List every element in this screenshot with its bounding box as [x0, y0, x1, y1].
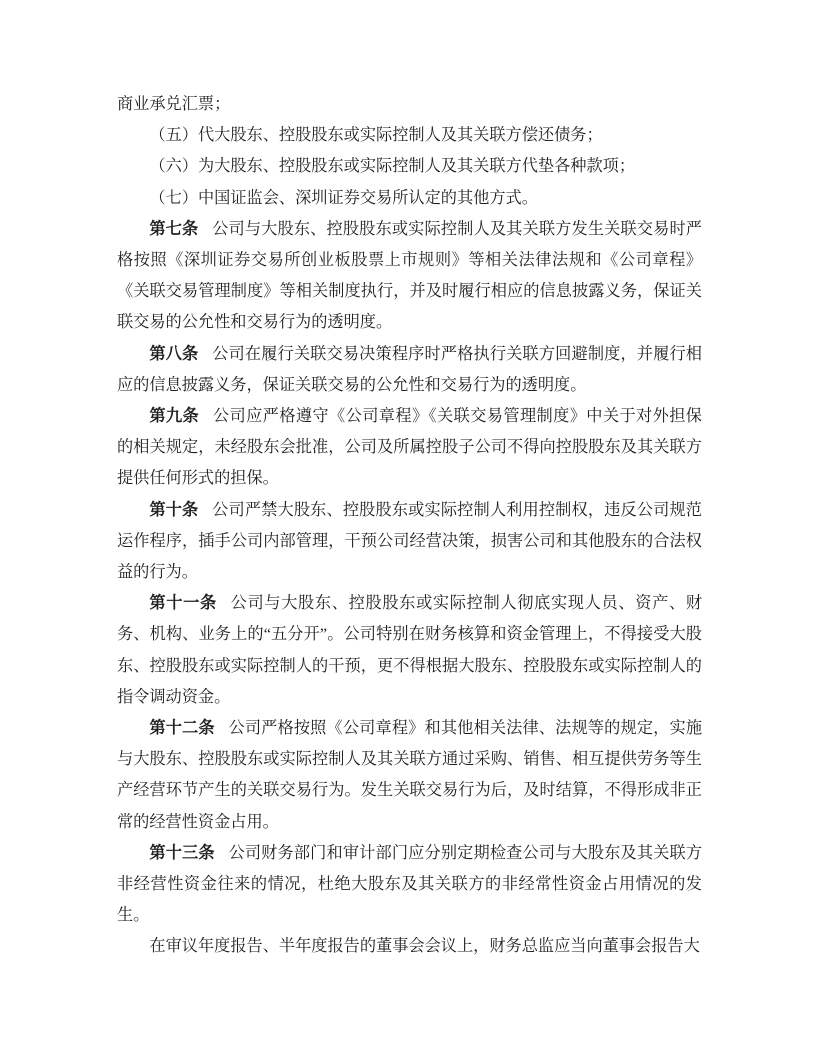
article-13: [117, 838, 702, 932]
article-7: [117, 214, 702, 339]
article-11: [117, 588, 702, 713]
article-number: 第十三条: [149, 843, 215, 862]
article-number: 第八条: [149, 344, 199, 363]
paragraph-text: 公司与大股东、控股股东或实际控制人及其关联方发生关联交易时严格按照《深圳证券交易所创业板股票上市规则》等相关法律法规和《公司章程》《关联交易管理制度》等相关制度执行，并及时履行相应的信息披露义务，保证关联交易的公允性和交易行为的透明度。: [117, 219, 702, 332]
article-number: 第七条: [149, 219, 199, 238]
list-item-5: [117, 120, 702, 151]
paragraph-text: 公司在履行关联交易决策程序时严格执行关联方回避制度，并履行相应的信息披露义务，保证关联交易的公允性和交易行为的透明度。: [117, 344, 702, 394]
article-8: [117, 339, 702, 401]
article-number: 第九条: [149, 407, 200, 426]
paragraph-continuation: [117, 89, 702, 120]
paragraph-text: 公司严格按照《公司章程》和其他相关法律、法规等的规定，实施与大股东、控股股东或实际控制人及其关联方通过采购、销售、相互提供劳务等生产经营环节产生的关联交易行为。发生关联交易行为后，及时结算，不得形成非正常的经营性资金占用。: [117, 719, 703, 831]
paragraph-text: （六）为大股东、控股股东或实际控制人及其关联方代垫各种款项；: [149, 157, 636, 176]
paragraph-text: （五）代大股东、控股股东或实际控制人及其关联方偿还债务；: [149, 126, 603, 145]
article-9: [117, 401, 702, 495]
document-body: [117, 89, 702, 963]
list-item-6: [117, 151, 702, 182]
paragraph-text: 在审议年度报告、半年度报告的董事会会议上，财务总监应当向董事会报告大: [149, 937, 700, 956]
article-10: [117, 495, 702, 589]
paragraph-text: 公司财务部门和审计部门应分别定期检查公司与大股东及其关联方非经营性资金往来的情况，杜绝大股东及其关联方的非经常性资金占用情况的发生。: [117, 843, 703, 925]
paragraph-text: 商业承兑汇票；: [117, 95, 231, 113]
paragraph-text: （七）中国证监会、深圳证券交易所认定的其他方式。: [149, 188, 538, 207]
article-number: 第十二条: [149, 719, 215, 738]
paragraph-text: 公司与大股东、控股股东或实际控制人彻底实现人员、资产、财务、机构、业务上的“五分开”。公司特别在财务核算和资金管理上，不得接受大股东、控股股东或实际控制人的干预，更不得根据大股东、控股股东或实际控制人的指令调动资金。: [117, 594, 703, 706]
article-number: 第十一条: [149, 594, 217, 613]
article-12: [117, 713, 702, 838]
paragraph-final: [117, 931, 702, 962]
paragraph-text: 公司严禁大股东、控股股东或实际控制人利用控制权，违反公司规范运作程序，插手公司内部管理，干预公司经营决策，损害公司和其他股东的合法权益的行为。: [117, 500, 702, 582]
article-number: 第十条: [149, 500, 199, 519]
paragraph-text: 公司应严格遵守《公司章程》《关联交易管理制度》中关于对外担保的相关规定，未经股东会批准，公司及所属控股子公司不得向控股股东及其关联方提供任何形式的担保。: [117, 407, 702, 488]
list-item-7: [117, 183, 702, 214]
